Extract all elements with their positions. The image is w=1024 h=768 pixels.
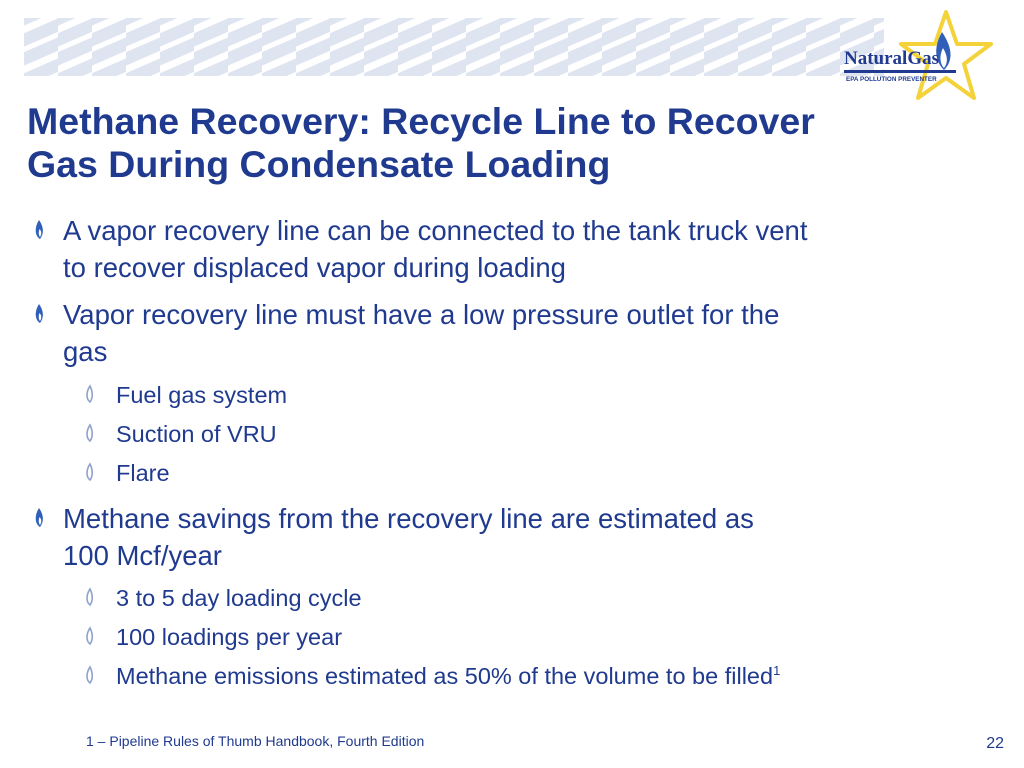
list-item-text: Fuel gas system xyxy=(116,382,288,408)
list-item xyxy=(78,661,780,691)
logo-wordmark: NaturalGas xyxy=(844,48,939,69)
header-stripe-banner xyxy=(24,18,884,76)
flame-bullet-icon xyxy=(27,500,63,537)
natural-gas-star-logo xyxy=(830,8,1002,104)
page-number: 22 xyxy=(986,735,1004,752)
list-item xyxy=(78,583,362,613)
flame-bullet-icon xyxy=(78,583,116,613)
list-item xyxy=(78,380,287,410)
flame-bullet-icon xyxy=(78,419,116,449)
slide-title-line-1: Methane Recovery: Recycle Line to Recover xyxy=(27,100,815,142)
list-item-text: 100 loadings per year xyxy=(116,624,343,650)
list-item xyxy=(78,622,342,652)
list-item-text: 100 Mcf/year xyxy=(63,540,222,571)
list-item-text xyxy=(116,661,780,691)
list-item-text: 3 to 5 day loading cycle xyxy=(116,585,362,611)
list-item-text: Flare xyxy=(116,460,170,486)
list-item xyxy=(78,458,170,488)
footnote: 1 – Pipeline Rules of Thumb Handbook, Fourth Edition xyxy=(86,733,425,749)
list-item-text-main: Methane emissions estimated as 50% of the volume to be filled xyxy=(116,663,774,689)
list-item-text: Vapor recovery line must have a low pressure outlet for the xyxy=(63,299,780,330)
list-item xyxy=(27,296,779,370)
flame-bullet-icon xyxy=(78,661,116,691)
footnote-marker: 1 xyxy=(773,663,781,679)
slide-title xyxy=(27,100,1002,186)
logo-tagline: EPA POLLUTION PREVENTER xyxy=(846,76,937,83)
flame-bullet-icon xyxy=(27,296,63,333)
flame-bullet-icon xyxy=(78,380,116,410)
list-item xyxy=(78,419,277,449)
flame-bullet-icon xyxy=(27,212,63,249)
list-item xyxy=(27,212,807,286)
slide-title-line-2: Gas During Condensate Loading xyxy=(27,143,611,185)
list-item-text: Methane savings from the recovery line are estimated as xyxy=(63,503,754,534)
list-item-text: to recover displaced vapor during loading xyxy=(63,252,566,283)
list-item-text: gas xyxy=(63,336,108,367)
list-item-text: A vapor recovery line can be connected to the tank truck vent xyxy=(63,215,808,246)
flame-bullet-icon xyxy=(78,622,116,652)
list-item xyxy=(27,500,754,574)
list-item-text: Suction of VRU xyxy=(116,421,277,447)
flame-bullet-icon xyxy=(78,458,116,488)
